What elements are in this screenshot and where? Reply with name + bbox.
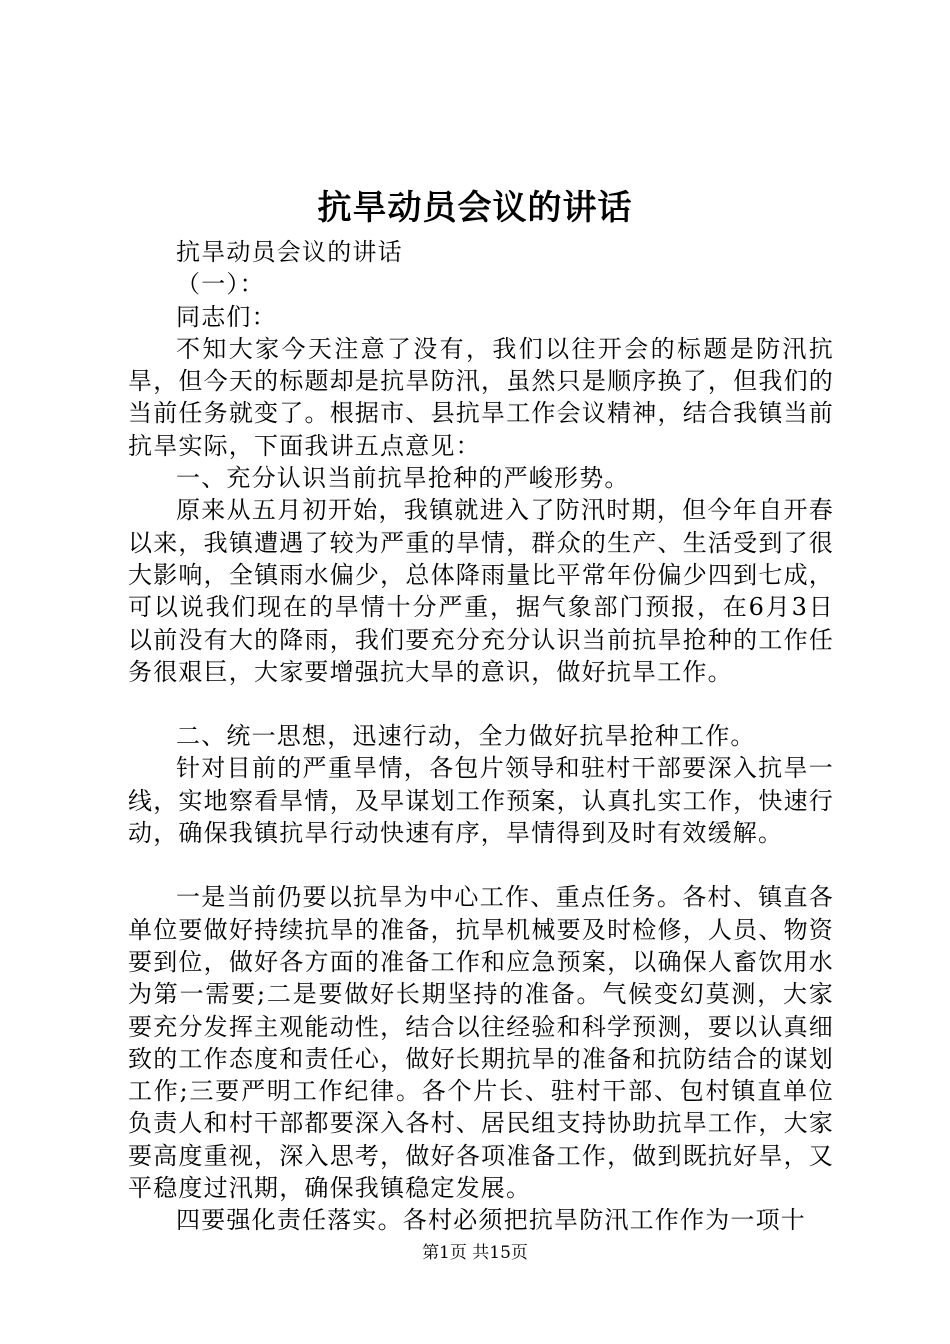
paragraph-intro: 不知大家今天注意了没有，我们以往开会的标题是防汛抗旱，但今天的标题却是抗旱防汛，虽然只是顺序换了，但我们的当前任务就变了。根据市、县抗旱工作会议精神，结合我镇当前抗旱实际，下面我讲五点意见： (128, 334, 834, 460)
paragraph-salutation: 同志们： (176, 302, 277, 331)
page-number: 第1页 共15页 (422, 1243, 528, 1263)
paragraph-heading-two: 二、统一思想，迅速行动，全力做好抗旱抢种工作。 (176, 722, 756, 751)
paragraph-heading-one: 一、充分认识当前抗旱抢种的严峻形势。 (176, 464, 630, 493)
page-title: 抗旱动员会议的讲话 (317, 188, 633, 228)
paragraph-subtitle: 抗旱动员会议的讲话 (176, 238, 403, 266)
paragraph-tasks: 一是当前仍要以抗旱为中心工作、重点任务。各村、镇直各单位要做好持续抗旱的准备，抗旱机械要及时检修，人员、物资要到位，做好各方面的准备工作和应急预案，以确保人畜饮用水为第一需要;二是要做好长期坚持的准备。气候变幻莫测，大家要充分发挥主观能动性，结合以往经验和科学预测，要以认真细致的工作态度和责任心，做好长期抗旱的准备和抗防结合的谋划工作;三要严明工作纪律。各个片长、驻村干部、包村镇直单位负责人和村干部都要深入各村、居民组支持协助抗旱工作，大家要高度重视，深入思考，做好各项准备工作，做到既抗好旱，又平稳度过汛期，确保我镇稳定发展。 (128, 883, 834, 1203)
paragraph-responsibility: 四要强化责任落实。各村必须把抗旱防汛工作作为一项十 (176, 1206, 806, 1235)
page-footer (0, 1241, 950, 1265)
paragraph-action: 针对目前的严重旱情，各包片领导和驻村干部要深入抗旱一线，实地察看旱情，及早谋划工作预案，认真扎实工作，快速行动，确保我镇抗旱行动快速有序，旱情得到及时有效缓解。 (128, 754, 834, 848)
paragraph-section-number: （一）： (176, 270, 265, 299)
paragraph-drought-situation: 原来从五月初开始，我镇就进入了防汛时期，但今年自开春以来，我镇遭遇了较为严重的旱情，群众的生产、生活受到了很大影响，全镇雨水偏少，总体降雨量比平常年份偏少四到七成，可以说我们现在的旱情十分严重，据气象部门预报，在6月3日以前没有大的降雨，我们要充分充分认识当前抗旱抢种的工作任务很艰巨，大家要增强抗大旱的意识，做好抗旱工作。 (128, 496, 834, 686)
document-body (128, 236, 834, 1237)
